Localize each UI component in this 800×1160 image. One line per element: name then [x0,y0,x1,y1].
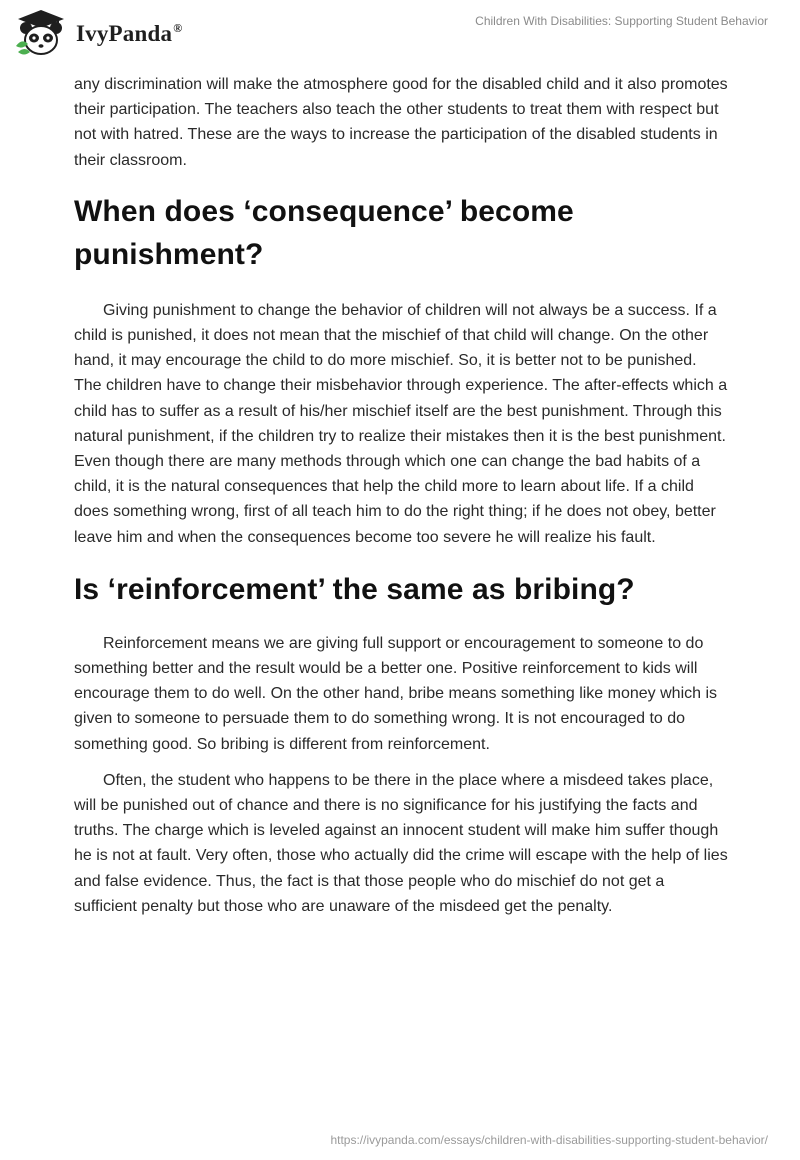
document-title: Children With Disabilities: Supporting Student Behavior [475,14,768,28]
article-body [74,70,728,919]
section-paragraph-misdeed: Often, the student who happens to be there in the place where a misdeed takes place, will be punished out of chance and there is no significance for his justifying the facts and truths. The charge which is leveled against an innocent student will make him suffer though he is not at fault. Very often, those who actually did the crime will escape with the help of lies and false evidence. Thus, the fact is that those people who do mischief do not get a sufficient penalty but those who are unaware of the misdeed get the penalty. [74,771,728,915]
section-paragraph-consequence: Giving punishment to change the behavior of children will not always be a success. If a child is punished, it does not mean that the mischief of that child will change. On the other hand, it may encourage the child to do more mischief. So, it is better not to be punished. The children have to change their misbehavior through experience. The after-effects which a child has to suffer as a result of his/her mischief itself are the best punishment. Through this natural punishment, if the children try to realize their mistakes then it is the best punishment. Even though there are many methods through which one can change the bad habits of a child, it is the natural consequences that help the child more to learn about life. If a child does something wrong, first of all teach him to do the right thing; if he does not obey, better leave him and when the consequences become too severe he will realize his fault. [74,301,728,546]
section-heading-reinforcement: Is ‘reinforcement’ the same as bribing? [74,572,635,606]
brand-logo[interactable] [14,8,182,58]
page-header [0,0,800,70]
section-heading-consequence: When does ‘consequence’ become punishment? [74,194,574,271]
panda-graduation-cap-icon [14,8,68,58]
brand-name: IvyPanda® [76,21,183,46]
section-paragraph-reinforcement: Reinforcement means we are giving full support or encouragement to someone to do something better and the result would be a better one. Positive reinforcement to kids will encourage them to do well. On the other hand, bribe means something like money which is given to someone to persuade them to do something wrong. It is not encouraged to do something good. So bribing is different from reinforcement. [74,634,718,753]
intro-paragraph: any discrimination will make the atmosphere good for the disabled child and it also promotes their participation. The teachers also teach the other students to treat them with respect but not with hatred. These are the ways to increase the participation of the disabled students in their classroom. [74,76,728,169]
registered-mark: ® [173,21,183,36]
source-url[interactable]: https://ivypanda.com/essays/children-with-disabilities-supporting-student-behavior/ [330,1133,768,1147]
